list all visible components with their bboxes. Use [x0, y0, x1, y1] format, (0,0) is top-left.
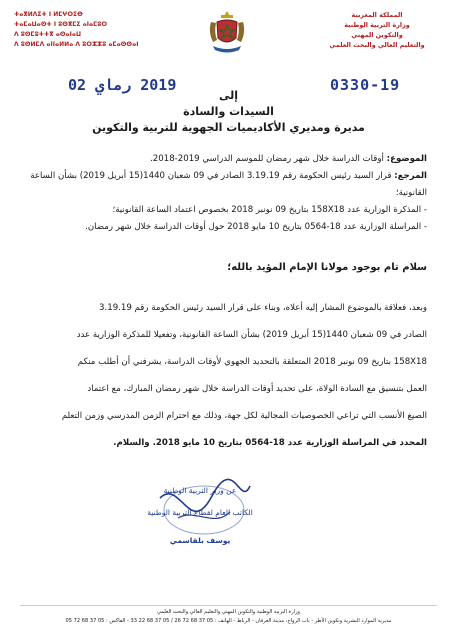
reference-number-stamp: 0330-19 [330, 76, 401, 94]
body-line: وبعد، فعلاقة بالموضوع المشار إليه أعلاه، وبناء على قرار السيد رئيس الحكومة رقم 3.19.19 [99, 303, 427, 313]
header-arabic-block [307, 10, 447, 50]
subject-text: أوقات الدراسة خلال شهر رمضان للموسم الدراسي 2019-2018. [150, 154, 384, 164]
reference-item: المراسلة الوزارية عدد 18-0564 بتاريخ 10 مايو 2018 حول أوقات الدراسة خلال شهر رمضان. [85, 222, 422, 232]
body-line: 158X18 بتاريخ 09 نونبر 2018 المتعلقة بالتحديد الجهوي لأوقات الدراسة، يشرفني أن أطلب منكم [77, 357, 427, 367]
addressee-to: إلى [218, 89, 239, 102]
addressee-line-1: السيدات والسادة [183, 105, 274, 118]
header-tifinagh-line: ⴷ ⵓⵙⵍⵎⴷ ⴰⵏⵏⴰⵍⵍⴰ ⴷ ⵓⵔⵣⵣⵓ ⴰⵎⴰⵙⵙⴰⵏ [14, 41, 139, 48]
signature-line-2: الكاتب العام لقطاع التربية الوطنية [147, 508, 253, 517]
signature-block [120, 468, 280, 560]
header-arabic-line: والتعليم العالي والبحث العلمي [329, 41, 425, 49]
footer-block [8, 608, 449, 626]
reference-block: المرجع: قرار السيد رئيس الحكومة رقم 3.19.19 الصادر في 09 شعبان 1440(15 أبريل 2019) بشأن الساعة القانونية؛ - المذكرة الوزارية عدد 158X18 بتاريخ 09 نونبر 2018 بخصوص اعتماد الساعة القانونية؛ - المراسلة الوزارية عدد 18-0564 بتاريخ 10 مايو 2018 حول أوقات الدراسة خلال شهر رمضان. [30, 171, 427, 232]
header-arabic-line: والتكوين المهني [351, 31, 403, 39]
footer-line: وزارة التربية الوطنية والتكوين المهني والتعليم العالي والبحث العلمي [157, 609, 300, 615]
reference-item: قرار السيد رئيس الحكومة رقم 3.19.19 الصادر في 09 شعبان 1440(15 أبريل 2019) بشأن الساعة القانونية؛ [30, 171, 427, 198]
footer-line: مديرية الموارد البشرية وتكوين الأطر - باب الرواح، مدينة العرفان - الرباط - الهاتف : 05 37 68 72 26 / 05 37 68 22 33 - الفاكس : 05 37 68 72 05 [65, 618, 392, 624]
body-line: المحدد في المراسلة الوزارية عدد 18-0564 بتاريخ 10 مايو 2018. والسلام. [113, 438, 427, 448]
addressee-line-2: مديرة ومديري الأكاديميات الجهوية للتربية والتكوين [92, 121, 365, 134]
header-tifinagh-line: ⵜⴰⴳⵍⴷⵉⵜ ⵏ ⵍⵎⵖⵔⵉⴱ [14, 11, 83, 18]
reference-label: المرجع: [394, 171, 427, 181]
header-arabic-line: وزارة التربية الوطنية [344, 21, 410, 29]
date-stamp: 2019 رماي 02 [68, 76, 177, 94]
body-line: العمل بتنسيق مع السادة الولاة، على تحديد أوقات الدراسة خلال شهر رمضان المبارك، مع اعتماد [87, 384, 427, 394]
header-tifinagh-line: ⵜⴰⵎⴰⵡⴰⵙⵜ ⵏ ⵓⵙⴳⵎⵉ ⴰⵏⴰⵎⵓⵔ [14, 21, 107, 28]
header-arabic-line: المملكة المغربية [351, 11, 403, 19]
greeting: سلام تام بوجود مولانا الإمام المؤيد بالله؛ [227, 262, 427, 273]
header-tifinagh-line: ⴷ ⵓⵙⵎⵓⵜⵜⴳ ⴰⵙⴰⵏⴰⵡ [14, 31, 82, 38]
body-line: الصادر في 09 شعبان 1440(15 أبريل 2019) بشأن الساعة القانونية، وتفعيلا للمذكرة الوزارية عدد [76, 330, 427, 340]
header-tifinagh-block [14, 10, 139, 50]
body-line: الصيغ الأنسب التي تراعي الخصوصيات المجالية لكل جهة، وذلك مع احترام الزمن المدرسي وزمن التعلم [61, 411, 427, 421]
subject-line [27, 151, 427, 168]
body-paragraph [27, 295, 427, 457]
reference-item: المذكرة الوزارية عدد 158X18 بتاريخ 09 نونبر 2018 بخصوص اعتماد الساعة القانونية؛ [112, 205, 422, 215]
signature-line-1: عن وزير التربية الوطنية [163, 486, 237, 495]
footer-divider [20, 605, 437, 606]
royal-emblem-icon [203, 8, 251, 56]
subject-label: الموضوع: [386, 154, 427, 164]
signatory-name: يوسف بلقاسمي [169, 536, 231, 545]
